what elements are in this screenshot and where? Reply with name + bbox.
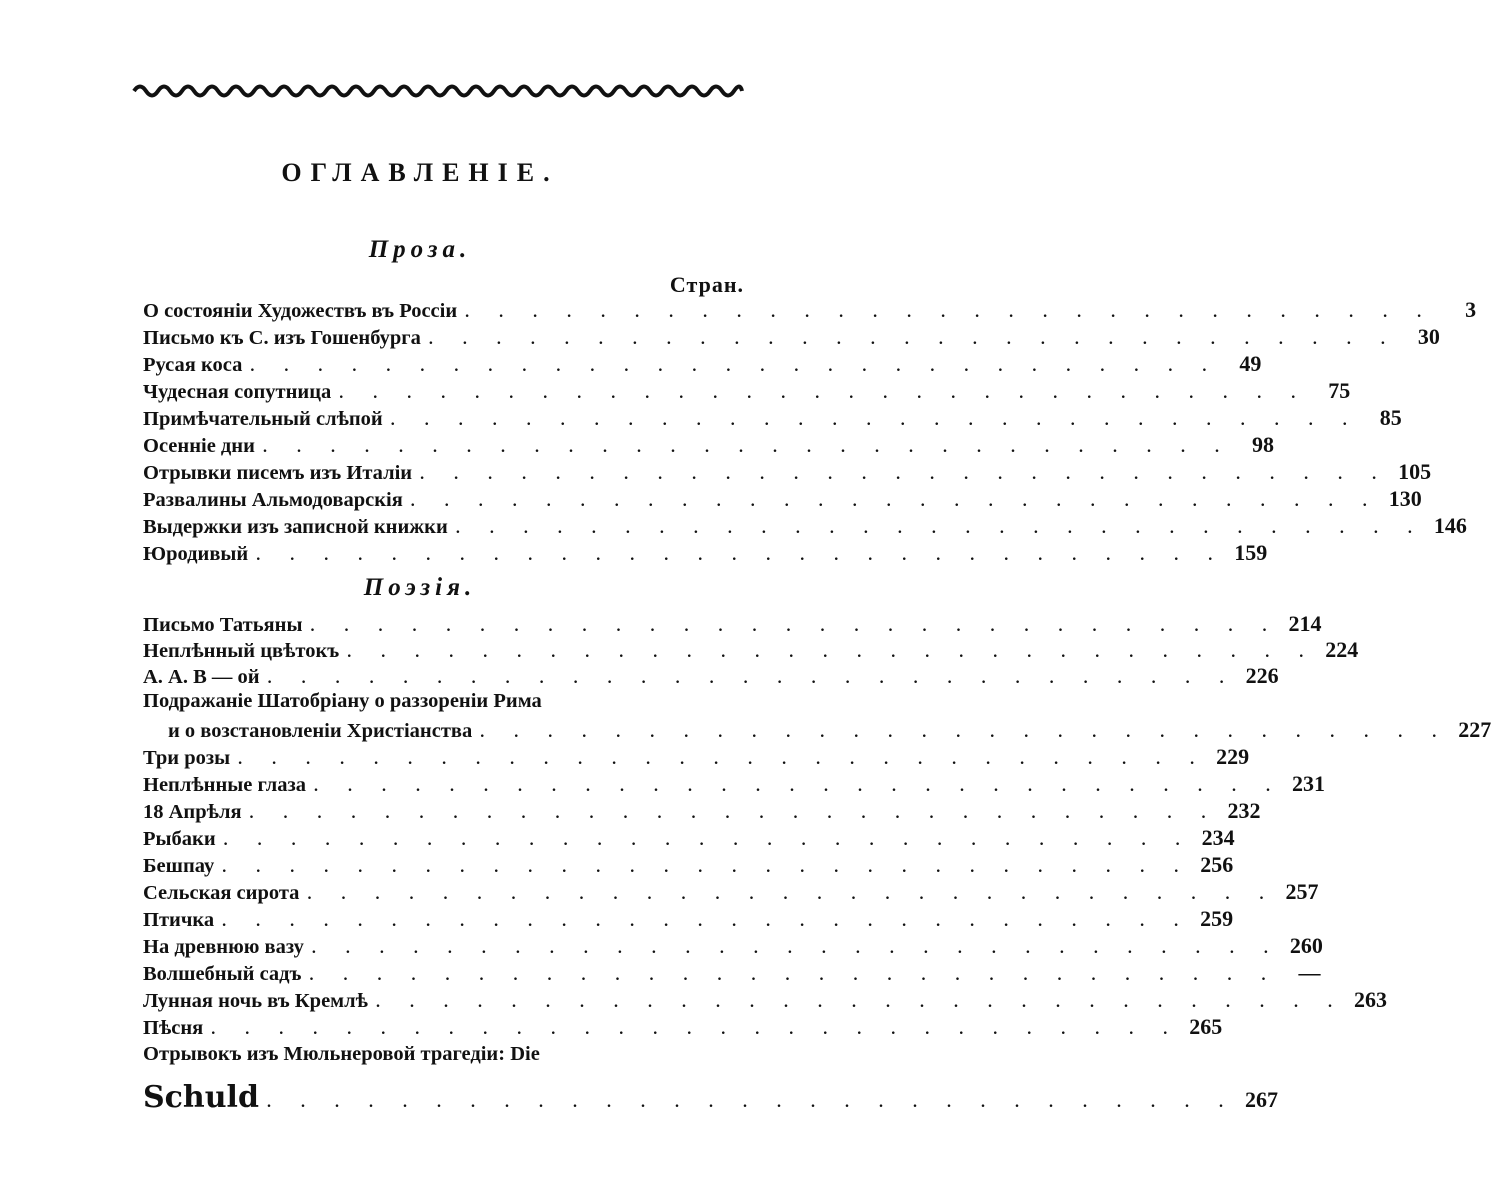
leader-dots: . . . . . . . . . . . . . . . . . . . . . . . . . . . . . [390,412,1360,429]
toc-entry[interactable] [143,540,1268,567]
toc-entry-title: Пѣсня [143,1017,204,1039]
toc-entry[interactable] [143,798,1261,825]
toc-entry-title: Сельская сирота [143,882,300,904]
toc-entry-title: Подражаніе Шатобріану о раззореніи Рима [143,690,542,712]
toc-entry[interactable] [143,852,1234,879]
toc-entry-page: 267 [1244,1087,1278,1112]
toc-entry[interactable] [143,879,1319,906]
toc-entry[interactable] [143,933,1323,960]
leader-dots: . . . . . . . . . . . . . . . . . . . . . . . . . . . . . [262,439,1232,456]
pages-column-label: Стран. [669,272,744,297]
toc-entry-page: 263 [1353,987,1387,1012]
toc-entry-title: Примѣчательный слѣпой [143,408,383,430]
toc-entry[interactable] [143,297,1477,324]
toc-entry[interactable] [143,960,1321,987]
leader-dots: . . . . . . . . . . . . . . . . . . . . . . . . . . . . . [480,724,1450,741]
toc-entry[interactable] [143,405,1402,432]
leader-dots: . . . . . . . . . . . . . . . . . . . . . . . . . . . . . [211,1021,1181,1038]
toc-entry-page: 146 [1433,513,1467,538]
toc-entry-title: Письмо къ С. изъ Гошенбурга [143,327,421,349]
toc-entry[interactable] [143,906,1234,933]
toc-entry-title: Волшебный садъ [143,963,302,985]
toc-entry-page: 130 [1388,486,1422,511]
toc-entry[interactable] [143,378,1351,405]
leader-dots: . . . . . . . . . . . . . . . . . . . . . . . . . . . . . [347,644,1317,661]
toc-entry-title: На древнюю вазу [143,936,304,958]
leader-dots: . . . . . . . . . . . . . . . . . . . . . . . . . . . . . [267,670,1237,687]
toc-entry-page: 227 [1458,717,1491,742]
toc-entry[interactable] [143,690,743,717]
toc-entry-title: Письмо Татьяны [143,614,303,636]
leader-dots: . . . . . . . . . . . . . . . . . . . . . . . . . . . . . [455,520,1425,537]
toc-entry-title: Schuld [143,1080,259,1115]
toc-entry-page: 159 [1234,540,1268,565]
toc-entry-title: Чудесная сопутница [143,381,332,403]
toc-entry[interactable] [143,432,1274,459]
toc-entry[interactable] [143,1014,1223,1041]
toc-entry-title: и о возстановленіи Христіанства [168,720,473,742]
leader-dots: . . . . . . . . . . . . . . . . . . . . . . . . . . . . . [250,358,1220,375]
toc-entry[interactable] [143,351,1262,378]
toc-entry[interactable] [143,637,1359,664]
leader-dots: . . . . . . . . . . . . . . . . . . . . . . . . . . . . . [222,859,1192,876]
toc-entry[interactable] [143,771,1326,798]
toc-entry-continuation[interactable] [168,717,1491,744]
leader-dots: . . . . . . . . . . . . . . . . . . . . . . . . . . . . . [222,913,1192,930]
toc-entry-title: А. А. В — ой [143,666,260,688]
toc-entry-page: 98 [1251,432,1274,457]
leader-dots: . . . . . . . . . . . . . . . . . . . . . . . . . . . . . [238,751,1208,768]
leader-dots: . . . . . . . . . . . . . . . . . . . . . . . . . . . . . [375,994,1345,1011]
leader-dots: . . . . . . . . . . . . . . . . . . . . . . . . . . . . . [465,304,1435,321]
toc-entry-title: Рыбаки [143,828,216,850]
section-title-poetry: Поэзія. [363,574,477,601]
toc-entry[interactable] [143,513,1467,540]
toc-entry-continuation[interactable] [143,1080,1278,1115]
leader-dots: . . . . . . . . . . . . . . . . . . . . . . . . . . . . . [339,385,1309,402]
leader-dots: . . . . . . . . . . . . . . . . . . . . . . . . . . . . . [256,547,1226,564]
toc-entry[interactable] [143,486,1422,513]
toc-entry-title: О состояніи Художествъ въ Россіи [143,300,458,322]
toc-entry[interactable] [143,1043,743,1070]
toc-entry-page: 3 [1465,297,1477,322]
toc-entry[interactable] [143,459,1432,486]
toc-entry-page: 30 [1417,324,1440,349]
toc-entry-title: 18 Апрѣля [143,801,242,823]
toc-entry-page: 226 [1245,663,1279,688]
toc-entry-title: Птичка [143,909,215,931]
leader-dots: . . . . . . . . . . . . . . . . . . . . . . . . . . . . . [420,466,1390,483]
toc-entry-page: 259 [1200,906,1234,931]
toc-entry-title: Бешпау [143,855,215,877]
toc-entry[interactable] [143,663,1279,690]
toc-entry[interactable] [143,611,1322,638]
toc-entry-title: Отрывокъ изъ Мюльнеровой трагедіи: Die [143,1043,540,1065]
leader-dots: . . . . . . . . . . . . . . . . . . . . . . . . . . . . . [223,832,1193,849]
toc-entry-page: 85 [1379,405,1402,430]
toc-entry-page: 49 [1239,351,1262,376]
leader-dots: . . . . . . . . . . . . . . . . . . . . . . . . . . . . . [311,940,1281,957]
toc-entry[interactable] [143,987,1387,1014]
toc-entry-title: Неплѣнный цвѣтокъ [143,640,340,662]
toc-entry-page: 231 [1292,771,1326,796]
toc-entry-page: 75 [1328,378,1351,403]
toc-entry-page: 214 [1288,611,1322,636]
section-title-prose: Проза. [368,236,472,263]
toc-entry-title: Неплѣнные глаза [143,774,307,796]
toc-entry-page: 229 [1216,744,1250,769]
leader-dots: . . . . . . . . . . . . . . . . . . . . . . . . . . . . . [314,778,1284,795]
toc-entry[interactable] [143,324,1440,351]
leader-dots: . . . . . . . . . . . . . . . . . . . . . . . . . . . . . [266,1094,1236,1111]
leader-dots: . . . . . . . . . . . . . . . . . . . . . . . . . . . . . [309,967,1279,984]
toc-entry-title: Три розы [143,747,231,769]
toc-entry-title: Юродивый [143,543,249,565]
toc-entry-title: Отрывки писемъ изъ Италіи [143,462,413,484]
toc-entry-page: — [1298,960,1321,985]
leader-dots: . . . . . . . . . . . . . . . . . . . . . . . . . . . . . [307,886,1277,903]
toc-entry-title: Лунная ночь въ Кремлѣ [143,990,368,1012]
toc-entry-page: 234 [1201,825,1235,850]
toc-entry-page: 265 [1189,1014,1223,1039]
toc-entry-title: Выдержки изъ записной книжки [143,516,448,538]
toc-entry[interactable] [143,744,1250,771]
toc-entry-page: 256 [1200,852,1234,877]
toc-entry-page: 105 [1398,459,1432,484]
toc-entry-title: Русая коса [143,354,243,376]
toc-entry[interactable] [143,825,1235,852]
leader-dots: . . . . . . . . . . . . . . . . . . . . . . . . . . . . . [310,618,1280,635]
toc-entry-page: 260 [1289,933,1323,958]
toc-entry-title: Развалины Альмодоварскія [143,489,403,511]
leader-dots: . . . . . . . . . . . . . . . . . . . . . . . . . . . . . [428,331,1398,348]
toc-entry-title: Осенніе дни [143,435,255,457]
page-title: ОГЛАВЛЕНІЕ. [281,158,559,187]
leader-dots: . . . . . . . . . . . . . . . . . . . . . . . . . . . . . [249,805,1219,822]
toc-entry-page: 232 [1227,798,1261,823]
toc-entry-page: 257 [1285,879,1319,904]
toc-entry-page: 224 [1325,637,1359,662]
wave-ornament [134,80,742,102]
leader-dots: . . . . . . . . . . . . . . . . . . . . . . . . . . . . . [410,493,1380,510]
